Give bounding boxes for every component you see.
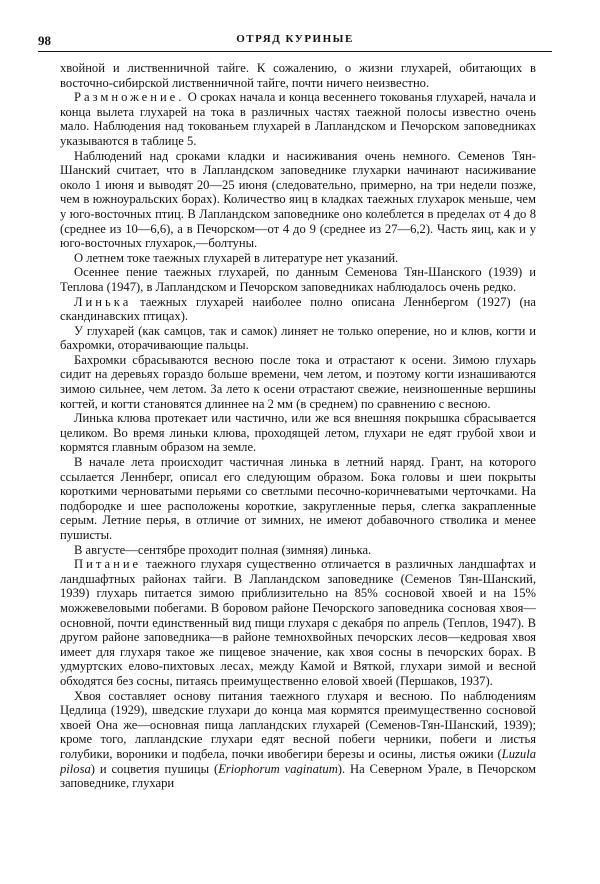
body-text <box>60 61 536 791</box>
header-rule <box>38 51 552 52</box>
paragraph-continuation: хвойной и лиственничной тайге. К сожалению, о жизни глухарей, обитающих в восточно-сибирской лиственничной тайге, почти ничего неизвестно. <box>60 61 536 90</box>
section-term-reproduction: Размножение. <box>74 90 185 105</box>
paragraph-text: таежных глухарей наиболее полно описана Леннбергом (1927) (на скандинавских птицах). <box>60 294 536 324</box>
paragraph-text: таежного глухаря существенно отличается в различных ландшафтах и ландшафтных районах тайги. В Лапландском заповеднике (Семенов Тян-Шанский, 1939) глухарь питается зимою приблизительно на 85% сосновой хвоей и на 15% можжевеловыми побегами. В боровом районе Печорского заповедника сосновая хвоя—основной, почти единственный вид пищи глухаря с декабря по апрель (Теплов, 1947). В другом районе заповедника—в районе темнохвойных печорских лесов—кедровая хвоя имеет для глухаря такое же пищевое значение, как хвоя сосны в печорских борах. В удмуртских елово-пихтовых лесах, между Камой и Вяткой, глухари зимой и весной обходятся без сосны, питаясь преимущественно еловой хвоей (Першаков, 1937). <box>60 557 536 688</box>
running-title: ОТРЯД КУРИНЫЕ <box>236 33 354 45</box>
section-term-moult: Линька <box>74 294 132 309</box>
paragraph-moult <box>60 295 536 324</box>
paragraph-text: ). На Северном Урале, в Печорском заповеднике, глухари <box>60 761 536 791</box>
latin-name: Luzula pilosa <box>60 746 536 776</box>
paragraph-moult-parts: У глухарей (как самцов, так и самок) линяет не только оперение, но и клюв, когти и бахромки, оторачивающие пальцы. <box>60 323 536 353</box>
paragraph-feeding <box>60 557 536 688</box>
latin-name: Eriophorum vaginatum <box>218 761 338 776</box>
paragraph-full-moult: В августе—сентябре проходит полная (зимняя) линька. <box>74 542 372 557</box>
paragraph-autumn-song: Осеннее пение таежных глухарей, по данным Семенова Тян-Шанского (1939) и Теплова (1947), в Лапландском и Печорском заповедниках наблюдалось очень редко. <box>60 265 536 294</box>
paragraph-summer-plumage: В начале лета происходит частичная линька в летний наряд. Грант, на которого ссылается Леннберг, описал его следующим образом. Бока головы и шеи покрыты короткими черноватыми перьями со светлыми песочно-коричневатыми черточками. На подбородке и шее расположены короткие, закругленные перья, слегка закрапленные серым. Летние перья, в отличие от зимних, не имеют добавочного стволика и менее пушисты. <box>60 455 536 542</box>
paragraph-reproduction <box>60 90 536 148</box>
paragraph-text: Хвоя составляет основу питания таежного глухаря и весною. По наблюдениям Цедлица (1929), шведские глухари до конца мая кормятся преимущественно сосновой хвоей Она же—основная пища лапландских глухарей (Семенов-Тян-Шанский, 1939); кроме того, лапландские глухари едят весной побеги черники, побеги и листья голубики, вороники и подбела, почки ивобегири березы и осины, листья ожики ( <box>60 688 536 761</box>
page-header <box>38 31 552 51</box>
page-number: 98 <box>38 33 51 48</box>
paragraph-clutch: Наблюдений над сроками кладки и насиживания очень немного. Семенов Тян-Шанский считает, что в Лапландском заповеднике глухарки начинают насиживание около 1 июня и выводят 20—25 июня (следовательно, примерно, на три недели позже, чем в южноуральских борах). Количество яиц в кладках таежных глухарок меньше, чем у юго-восточных птиц. В Лапландском заповеднике оно колеблется в пределах от 4 до 8 (среднее из 10—6,6), а в Печорском—от 4 до 9 (среднее из 27—6,2). Часть яиц, как и у юго-восточных глухарок,—болтуны. <box>60 148 536 251</box>
paragraph-needles <box>60 689 536 791</box>
paragraph-text: ) и соцветия пушицы ( <box>90 761 219 776</box>
paragraph-text: О сроках начала и конца весеннего токованья глухарей, начала и конца вылета глухарей на тока в различных частях таежной полосы известно очень мало. Наблюдения над токованьем глухарей в Лапландском и Печорском заповедниках указываются в таблице 5. <box>60 90 536 148</box>
section-term-feeding: Питание <box>74 557 142 572</box>
paragraph-fringes: Бахромки сбрасываются весною после тока и отрастают к осени. Зимою глухарь сидит на деревьях гораздо больше времени, чем летом, и поэтому когти изнашиваются зимою сильнее, чем летом. За лето к осени отрастают свежие, неизношенные вершины когтей, и когти становятся длиннее на 2 мм (в среднем) по сравнению с весною. <box>60 352 536 411</box>
paragraph-summer-lek: О летнем токе таежных глухарей в литературе нет указаний. <box>74 250 399 265</box>
paragraph-beak-moult: Линька клюва протекает или частично, или же вся внешняя покрышка сбрасывается целиком. Во время линьки клюва, проходящей летом, глухари не едят грубой хвои и кормятся главным образом на земле. <box>60 411 536 455</box>
